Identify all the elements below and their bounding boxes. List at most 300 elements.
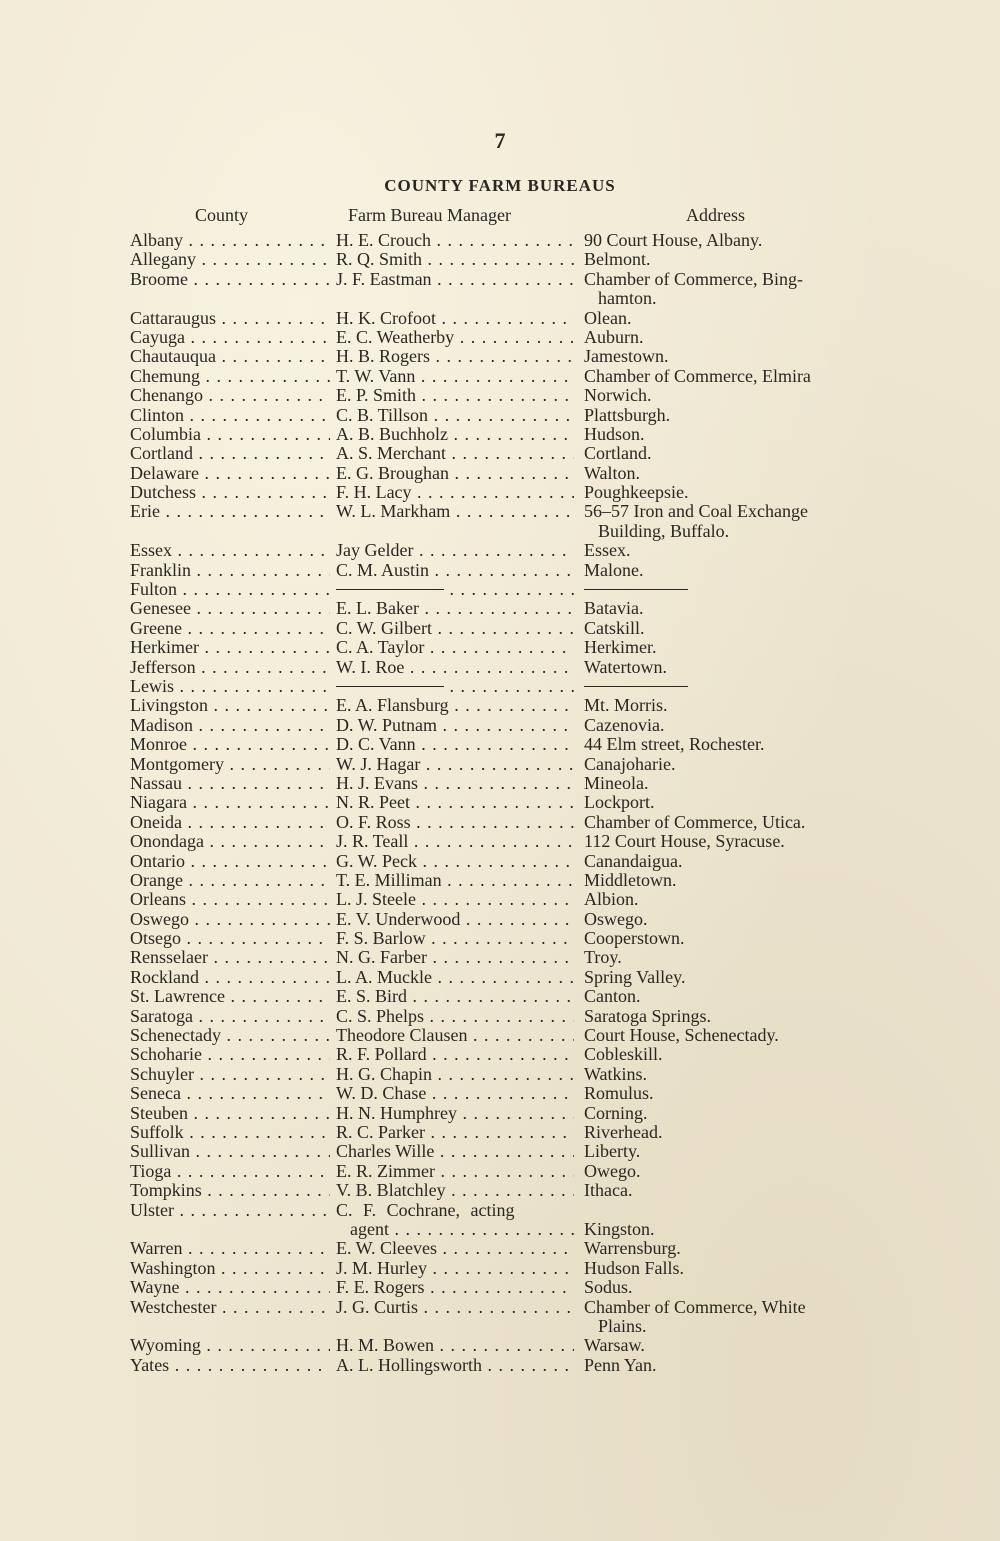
address-text: Lockport. [584, 793, 655, 813]
address-text: Cortland. [584, 444, 652, 464]
manager-name: D. W. Putnam . . . [336, 716, 574, 735]
manager-cell [336, 1239, 574, 1258]
manager-cell [336, 1298, 574, 1317]
manager-name: E. S. Bird . . . [336, 987, 574, 1006]
county-name: Otsego . . . [130, 929, 330, 948]
address-text: Canajoharie. [584, 754, 676, 774]
county-name: Chenango . . . [130, 386, 330, 405]
address-cell [584, 755, 884, 774]
address-text: Canandaigua. [584, 851, 683, 871]
address-text: Batavia. [584, 599, 644, 619]
county-name: Sullivan . . . [130, 1142, 330, 1161]
manager-cell [336, 406, 574, 425]
county-name: Herkimer . . . [130, 638, 330, 657]
address-text: 112 Court House, Syracuse. [584, 832, 785, 852]
address-cell [584, 1239, 884, 1258]
table-row [0, 929, 1000, 948]
manager-name: J. M. Hurley . . . [336, 1259, 574, 1278]
address-text: Cobleskill. [584, 1045, 663, 1065]
county-cell [130, 948, 330, 967]
county-cell [130, 541, 330, 560]
manager-name: A. S. Merchant . . . [336, 444, 574, 463]
address-text: Watertown. [584, 657, 668, 677]
county-cell [130, 425, 330, 444]
table-row [0, 483, 1000, 502]
county-cell [130, 890, 330, 909]
table-row [0, 1356, 1000, 1375]
address-cell [584, 1104, 884, 1123]
county-name: Orange . . . [130, 871, 330, 890]
address-cell [584, 1084, 884, 1103]
county-cell [130, 774, 330, 793]
county-cell [130, 580, 330, 599]
manager-name: T. W. Vann . . . [336, 367, 574, 386]
address-text: Plattsburgh. [584, 405, 671, 425]
manager-name: Theodore Clausen . . . [336, 1026, 574, 1045]
address-cell [584, 1123, 884, 1142]
manager-cell [336, 1104, 574, 1123]
table-row [0, 1259, 1000, 1278]
manager-cell [336, 444, 574, 463]
county-name: Essex . . . [130, 541, 330, 560]
bureau-table [0, 231, 1000, 1375]
manager-name: N. R. Peet . . . [336, 793, 574, 812]
address-cell [584, 309, 884, 328]
address-text: Romulus. [584, 1084, 654, 1104]
address-text: Warrensburg. [584, 1239, 681, 1259]
address-text: Sodus. [584, 1278, 633, 1298]
county-cell [130, 347, 330, 366]
county-name: Schenectady . . . [130, 1026, 330, 1045]
manager-name: H. M. Bowen . . . [336, 1336, 574, 1355]
address-cell [584, 561, 884, 580]
county-cell [130, 1259, 330, 1278]
address-text: Middletown. [584, 870, 677, 890]
address-cell [584, 813, 884, 832]
page-title: COUNTY FARM BUREAUS [384, 176, 616, 195]
county-name: Broome . . . [130, 270, 330, 289]
table-row [0, 1065, 1000, 1084]
manager-cell [336, 386, 574, 405]
vacant-rule [336, 686, 444, 687]
column-headers [0, 205, 1000, 229]
county-cell [130, 1239, 330, 1258]
table-row [0, 406, 1000, 425]
table-row [0, 1336, 1000, 1355]
manager-name: E. W. Cleeves . . . [336, 1239, 574, 1258]
table-row [0, 1239, 1000, 1258]
address-text: Owego. [584, 1161, 641, 1181]
county-cell [130, 1007, 330, 1026]
county-cell [130, 658, 330, 677]
address-text: Mineola. [584, 773, 649, 793]
manager-cell [336, 1336, 574, 1355]
address-text-continued: Kingston. [584, 1218, 655, 1239]
manager-name: H. K. Crofoot . . . [336, 309, 574, 328]
leader-dots [444, 677, 574, 696]
county-cell [130, 696, 330, 715]
page-number: 7 [494, 128, 506, 153]
county-name: Livingston . . . [130, 696, 330, 715]
county-name: Schuyler . . . [130, 1065, 330, 1084]
county-name: Niagara . . . [130, 793, 330, 812]
county-cell [130, 561, 330, 580]
address-cell [584, 250, 884, 269]
table-row [0, 638, 1000, 657]
address-cell [584, 1259, 884, 1278]
county-name: Genesee . . . [130, 599, 330, 618]
address-cell [584, 658, 884, 677]
county-cell [130, 502, 330, 521]
manager-name: E. C. Weatherby . . . [336, 328, 574, 347]
county-cell [130, 444, 330, 463]
county-name: Ulster . . . [130, 1201, 330, 1220]
address-cell [584, 1142, 884, 1161]
county-name: Oswego . . . [130, 910, 330, 929]
table-row [0, 696, 1000, 715]
table-row [0, 1084, 1000, 1103]
county-cell [130, 968, 330, 987]
county-cell [130, 367, 330, 386]
address-cell [584, 1201, 884, 1240]
address-cell [584, 425, 884, 444]
county-name: Jefferson . . . [130, 658, 330, 677]
manager-cell [336, 696, 574, 715]
table-row [0, 1278, 1000, 1297]
table-row [0, 561, 1000, 580]
county-cell [130, 1045, 330, 1064]
address-cell [584, 929, 884, 948]
address-cell [584, 968, 884, 987]
table-row [0, 1181, 1000, 1200]
table-row [0, 1104, 1000, 1123]
county-cell [130, 1162, 330, 1181]
table-row [0, 987, 1000, 1006]
address-cell [584, 541, 884, 560]
address-text: Malone. [584, 560, 644, 580]
manager-cell [336, 1181, 574, 1200]
manager-cell [336, 425, 574, 444]
county-cell [130, 1298, 330, 1317]
address-cell [584, 270, 884, 309]
address-cell [584, 1181, 884, 1200]
table-row [0, 619, 1000, 638]
county-name: Monroe . . . [130, 735, 330, 754]
manager-cell [336, 774, 574, 793]
county-cell [130, 1142, 330, 1161]
manager-cell [336, 1123, 574, 1142]
county-name: Albany . . . [130, 231, 330, 250]
address-text-continued: hamton. [598, 288, 657, 309]
address-cell [584, 735, 884, 754]
manager-cell [336, 793, 574, 812]
county-name: Clinton . . . [130, 406, 330, 425]
table-row [0, 580, 1000, 599]
manager-name: V. B. Blatchley . . . [336, 1181, 574, 1200]
manager-cell [336, 638, 574, 657]
county-cell [130, 677, 330, 696]
county-name: Tioga . . . [130, 1162, 330, 1181]
manager-name: F. S. Barlow . . . [336, 929, 574, 948]
manager-cell [336, 250, 574, 269]
manager-cell [336, 309, 574, 328]
address-text: Hudson Falls. [584, 1258, 685, 1278]
manager-cell [336, 1045, 574, 1064]
address-cell [584, 347, 884, 366]
manager-cell [336, 929, 574, 948]
header-address: Address [686, 205, 745, 225]
manager-cell [336, 890, 574, 909]
address-text: Auburn. [584, 327, 644, 347]
manager-name: T. E. Milliman . . . [336, 871, 574, 890]
manager-cell [336, 328, 574, 347]
manager-cell [336, 716, 574, 735]
address-text: Troy. [584, 948, 622, 968]
county-name: Warren . . . [130, 1239, 330, 1258]
table-row [0, 502, 1000, 541]
county-name: Franklin . . . [130, 561, 330, 580]
table-row [0, 677, 1000, 696]
address-text: Olean. [584, 308, 632, 328]
address-text: Canton. [584, 987, 641, 1007]
address-text: 56–57 Iron and Coal Exchange [584, 502, 808, 522]
manager-name: G. W. Peck . . . [336, 852, 574, 871]
address-cell [584, 1162, 884, 1181]
table-row [0, 1142, 1000, 1161]
county-cell [130, 1065, 330, 1084]
manager-name: W. D. Chase . . . [336, 1084, 574, 1103]
address-cell [584, 328, 884, 347]
county-name: Madison . . . [130, 716, 330, 735]
address-cell [584, 1065, 884, 1084]
vacant-rule [336, 589, 444, 590]
manager-cell [336, 968, 574, 987]
county-name: Cattaraugus . . . [130, 309, 330, 328]
county-name: Wyoming . . . [130, 1336, 330, 1355]
address-cell [584, 502, 884, 541]
manager-name: H. B. Rogers . . . [336, 347, 574, 366]
table-row [0, 309, 1000, 328]
county-cell [130, 386, 330, 405]
address-text: Jamestown. [584, 347, 669, 367]
manager-name: Jay Gelder . . . [336, 541, 574, 560]
table-row [0, 425, 1000, 444]
address-text: Walton. [584, 463, 641, 483]
manager-cell [336, 270, 574, 289]
county-name: Columbia . . . [130, 425, 330, 444]
table-row [0, 1007, 1000, 1026]
table-row [0, 1201, 1000, 1240]
county-cell [130, 793, 330, 812]
address-text: Oswego. [584, 909, 648, 929]
vacant-address-rule [584, 589, 688, 590]
county-cell [130, 832, 330, 851]
manager-name: J. F. Eastman . . . [336, 270, 574, 289]
table-row [0, 813, 1000, 832]
address-text: Chamber of Commerce, White [584, 1297, 806, 1317]
manager-cell [336, 599, 574, 618]
address-cell [584, 386, 884, 405]
address-text: Chamber of Commerce, Elmira [584, 366, 811, 386]
address-cell [584, 599, 884, 618]
county-name: Saratoga . . . [130, 1007, 330, 1026]
address-text: Ithaca. [584, 1181, 633, 1201]
manager-cell [336, 367, 574, 386]
header-manager: Farm Bureau Manager [348, 205, 511, 225]
table-row [0, 793, 1000, 812]
table-row [0, 599, 1000, 618]
address-cell [584, 406, 884, 425]
table-row [0, 367, 1000, 386]
address-cell [584, 1026, 884, 1045]
manager-name: A. B. Buchholz . . . [336, 425, 574, 444]
manager-name: F. H. Lacy . . . [336, 483, 574, 502]
table-row [0, 774, 1000, 793]
manager-cell [336, 948, 574, 967]
manager-name: C. S. Phelps . . . [336, 1007, 574, 1026]
address-text: Watkins. [584, 1064, 648, 1084]
county-cell [130, 599, 330, 618]
manager-cell [336, 483, 574, 502]
address-text-continued: Building, Buffalo. [598, 520, 730, 541]
table-row [0, 464, 1000, 483]
county-cell [130, 1336, 330, 1355]
county-name: Seneca . . . [130, 1084, 330, 1103]
county-cell [130, 638, 330, 657]
county-name: Oneida . . . [130, 813, 330, 832]
manager-cell [336, 1356, 574, 1375]
address-text: Cooperstown. [584, 929, 685, 949]
manager-name: L. A. Muckle . . . [336, 968, 574, 987]
manager-name: J. G. Curtis . . . [336, 1298, 574, 1317]
table-row [0, 755, 1000, 774]
address-text: Poughkeepsie. [584, 483, 689, 503]
county-name: Steuben . . . [130, 1104, 330, 1123]
address-cell [584, 852, 884, 871]
leader-dots [444, 580, 574, 599]
address-text: Corning. [584, 1103, 648, 1123]
county-name: Westchester . . . [130, 1298, 330, 1317]
address-text: Herkimer. [584, 638, 657, 658]
address-cell [584, 1278, 884, 1297]
address-cell [584, 696, 884, 715]
manager-cell [336, 464, 574, 483]
manager-name: E. A. Flansburg . . . [336, 696, 574, 715]
county-cell [130, 755, 330, 774]
county-cell [130, 1356, 330, 1375]
address-text: Saratoga Springs. [584, 1006, 711, 1026]
manager-cell [336, 541, 574, 560]
manager-name: W. J. Hagar . . . [336, 755, 574, 774]
manager-cell [336, 1142, 574, 1161]
manager-name: C. W. Gilbert . . . [336, 619, 574, 638]
manager-name: L. J. Steele . . . [336, 890, 574, 909]
county-name: Orleans . . . [130, 890, 330, 909]
address-text: Essex. [584, 541, 631, 561]
address-text: Spring Valley. [584, 967, 686, 987]
address-cell [584, 1336, 884, 1355]
table-row [0, 910, 1000, 929]
address-cell [584, 987, 884, 1006]
county-name: Nassau . . . [130, 774, 330, 793]
county-name: Erie . . . [130, 502, 330, 521]
manager-name: H. J. Evans . . . [336, 774, 574, 793]
manager-cell [336, 580, 574, 599]
address-text: Chamber of Commerce, Bing- [584, 269, 803, 289]
manager-name: C. F. Cochrane, acting [336, 1200, 515, 1220]
manager-name: E. G. Broughan . . . [336, 464, 574, 483]
manager-cell [336, 677, 574, 696]
manager-cell [336, 1026, 574, 1045]
county-cell [130, 852, 330, 871]
address-text: Liberty. [584, 1142, 641, 1162]
address-cell [584, 367, 884, 386]
manager-cell [336, 1084, 574, 1103]
manager-name: A. L. Hollingsworth . . . [336, 1356, 574, 1375]
address-cell [584, 1007, 884, 1026]
manager-cell [336, 561, 574, 580]
manager-name: H. E. Crouch . . . [336, 231, 574, 250]
manager-name: H. G. Chapin . . . [336, 1065, 574, 1084]
county-name: Wayne . . . [130, 1278, 330, 1297]
manager-cell [336, 619, 574, 638]
county-name: Rensselaer . . . [130, 948, 330, 967]
county-name: Cortland . . . [130, 444, 330, 463]
county-name: Fulton . . . [130, 580, 330, 599]
table-row [0, 658, 1000, 677]
county-cell [130, 619, 330, 638]
address-text: Penn Yan. [584, 1355, 657, 1375]
table-row [0, 541, 1000, 560]
address-cell [584, 619, 884, 638]
county-cell [130, 1201, 330, 1220]
county-cell [130, 1278, 330, 1297]
table-row [0, 852, 1000, 871]
address-cell [584, 1298, 884, 1337]
address-text: Belmont. [584, 250, 651, 270]
manager-name: E. R. Zimmer . . . [336, 1162, 574, 1181]
table-row [0, 270, 1000, 309]
address-cell [584, 948, 884, 967]
manager-name: R. Q. Smith . . . [336, 250, 574, 269]
manager-cell [336, 1278, 574, 1297]
table-row [0, 871, 1000, 890]
address-cell [584, 483, 884, 502]
county-cell [130, 929, 330, 948]
county-cell [130, 1181, 330, 1200]
table-row [0, 347, 1000, 366]
county-cell [130, 1084, 330, 1103]
table-row [0, 386, 1000, 405]
manager-cell [336, 755, 574, 774]
table-row [0, 444, 1000, 463]
manager-name: Charles Wille . . . [336, 1142, 574, 1161]
address-text: Court House, Schenectady. [584, 1026, 779, 1046]
county-name: Chautauqua . . . [130, 347, 330, 366]
address-text: Albion. [584, 890, 639, 910]
manager-name: N. G. Farber . . . [336, 948, 574, 967]
county-name: Chemung . . . [130, 367, 330, 386]
county-cell [130, 231, 330, 250]
county-name: Allegany . . . [130, 250, 330, 269]
address-cell [584, 464, 884, 483]
address-text: Mt. Morris. [584, 696, 668, 716]
manager-cell [336, 832, 574, 851]
address-cell [584, 444, 884, 463]
county-cell [130, 483, 330, 502]
county-name: Schoharie . . . [130, 1045, 330, 1064]
address-cell [584, 793, 884, 812]
